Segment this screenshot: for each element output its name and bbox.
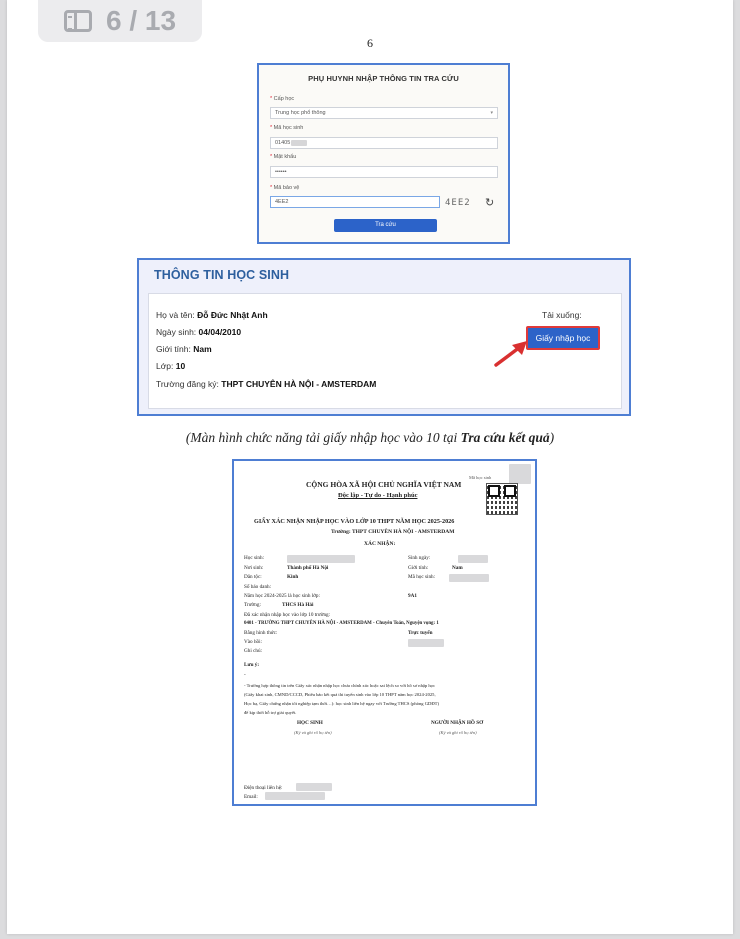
admission-letter-button[interactable]: Giấy nhập học — [526, 326, 600, 350]
gender-row: Giới tính: Nam — [156, 344, 212, 354]
cert-note-2: (Giấy khai sinh, CMND/CCCD, Phiếu báo kết quả thi tuyển sinh vào lớp 10 THPT năm học 2024-2025, — [244, 692, 436, 697]
cert-sign-receiver-sub: (Ký và ghi rõ họ tên) — [439, 730, 477, 735]
cert-val-place: Thành phố Hà Nội — [287, 565, 329, 571]
cert-lbl-note: Ghi chú: — [244, 648, 263, 654]
cert-lbl-form: Bằng hình thức: — [244, 630, 278, 636]
student-info-title: THÔNG TIN HỌC SINH — [154, 268, 290, 282]
cert-student-code-top: Mã học sinh — [469, 475, 492, 480]
cert-lbl-admitted: Đã xác nhận nhập học vào lớp 10 trường: — [244, 612, 331, 618]
cert-school: Trường: THPT CHUYÊN HÀ NỘI - AMSTERDAM — [331, 529, 455, 535]
captcha-image: 4EE2 — [445, 198, 471, 208]
student-code-label: * Mã học sinh — [270, 125, 304, 131]
cert-note-3: Học bạ, Giấy chứng nhận tốt nghiệp tạm thời…): học sinh liên hệ ngay với Trường THCS (phòng GDĐT) — [244, 701, 440, 706]
school-row: Trường đăng ký: THPT CHUYÊN HÀ NỘI - AMSTERDAM — [156, 379, 377, 389]
password-input[interactable]: •••••• — [270, 166, 498, 178]
captcha-input[interactable]: 4EE2 — [270, 196, 440, 208]
cert-lbl-sbd: Số báo danh: — [244, 584, 272, 590]
student-info-panel — [137, 258, 631, 416]
student-code-input[interactable]: 01405 — [270, 137, 498, 149]
redacted-code — [449, 574, 489, 582]
name-row: Họ và tên: Đỗ Đức Nhật Anh — [156, 310, 268, 320]
form-title: PHỤ HUYNH NHẬP THÔNG TIN TRA CỨU — [308, 74, 459, 83]
cert-lbl-code: Mã học sinh: — [408, 574, 436, 580]
password-label: * Mật khẩu — [270, 154, 297, 160]
cert-motto: Độc lập - Tự do - Hạnh phúc — [338, 492, 418, 499]
cert-lbl-at: Vào hồi: — [244, 639, 263, 645]
cert-note-1: - Trường hợp thông tin trên Giấy xác nhận nhập học chưa chính xác hoặc sai lệch so với hồ sơ nhập học — [244, 683, 436, 688]
cert-dash: - — [244, 672, 246, 678]
admission-certificate — [232, 459, 537, 806]
cert-lbl-year: Năm học 2024-2025 là học sinh lớp: — [244, 593, 320, 599]
redacted-phone — [296, 783, 332, 791]
cert-sign-student: HỌC SINH — [297, 720, 323, 726]
cert-lbl-place: Nơi sinh: — [244, 565, 264, 571]
redacted-dob — [458, 555, 488, 563]
captcha-label: * Mã bảo vệ — [270, 185, 300, 191]
cert-sign-receiver: NGƯỜI NHẬN HỒ SƠ — [431, 720, 484, 726]
level-select[interactable]: Trung học phổ thông ▾ — [270, 107, 498, 119]
level-label: * Cấp học — [270, 96, 295, 102]
cert-lbl-dob: Sinh ngày: — [408, 555, 431, 561]
cert-phone-label: Điện thoại liên hệ: — [244, 785, 283, 791]
cert-val-admitted: 0401 - TRƯỜNG THPT CHUYÊN HÀ NỘI - AMSTERDAM - Chuyên Toán, Nguyện vọng: 1 — [244, 621, 439, 626]
cert-republic: CỘNG HÒA XÃ HỘI CHỦ NGHĨA VIỆT NAM — [306, 480, 462, 489]
cert-val-gender: Nam — [452, 565, 463, 571]
cert-note-4: để kịp thời hỗ trợ giải quyết. — [244, 710, 297, 715]
download-label: Tải xuống: — [542, 310, 582, 320]
page-counter[interactable] — [38, 0, 202, 42]
redacted-name — [287, 555, 355, 563]
cert-val-ethnic: Kinh — [287, 574, 299, 580]
student-info-card — [148, 293, 622, 409]
red-arrow-icon — [493, 338, 529, 368]
cert-confirm: XÁC NHẬN: — [364, 541, 396, 547]
redacted-time — [408, 639, 444, 647]
cert-title: GIẤY XÁC NHẬN NHẬP HỌC VÀO LỚP 10 THPT NĂM HỌC 2025-2026 — [254, 518, 455, 525]
page-counter-text: 6 / 13 — [105, 5, 177, 36]
figure-caption: (Màn hình chức năng tải giấy nhập học vào 10 tại Tra cứu kết quả) — [185, 430, 555, 445]
cert-sign-student-sub: (Ký và ghi rõ họ tên) — [294, 730, 332, 735]
dob-row: Ngày sinh: 04/04/2010 — [156, 327, 242, 337]
lookup-form — [257, 63, 510, 244]
class-row: Lớp: 10 — [156, 361, 186, 371]
cert-val-school: THCS Hà Hải — [282, 602, 314, 608]
redacted-email — [265, 792, 325, 800]
cert-val-form: Trực tuyến — [408, 630, 433, 636]
document-page — [7, 0, 733, 934]
cert-email-label: Email: — [244, 794, 258, 800]
cert-lbl-student: Học sinh: — [244, 555, 265, 561]
cert-luu-y: Lưu ý: — [244, 662, 260, 668]
search-button[interactable]: Tra cứu — [334, 219, 437, 232]
refresh-icon[interactable]: ↻ — [485, 197, 495, 209]
qr-code-icon — [486, 483, 518, 515]
cert-val-class: 9A1 — [408, 593, 417, 599]
cert-lbl-ethnic: Dân tộc: — [244, 574, 262, 580]
redacted-box — [509, 464, 531, 484]
sidebar-toggle-icon[interactable] — [64, 10, 92, 32]
cert-lbl-school: Trường: — [244, 602, 261, 608]
page-number: 6 — [367, 36, 373, 50]
cert-lbl-gender: Giới tính: — [408, 565, 429, 571]
chevron-down-icon: ▾ — [490, 110, 493, 116]
